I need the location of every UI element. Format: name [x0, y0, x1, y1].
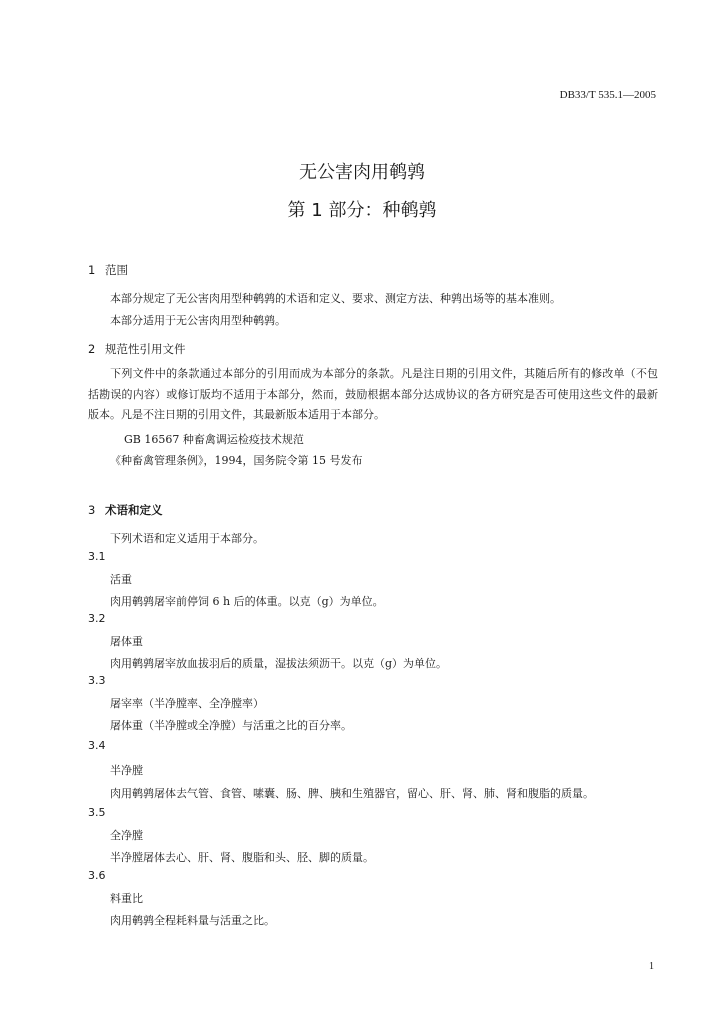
term-definition: 肉用鹌鹑屠体去气管、食管、嗉囊、肠、脾、胰和生殖器官，留心、肝、肾、肺、肾和腹脂的质量。 [110, 787, 594, 800]
term-number: 3.1 [88, 550, 106, 563]
section-number: 3 [88, 503, 96, 517]
paragraph: 本部分规定了无公害肉用型种鹌鹑的术语和定义、要求、测定方法、种鹑出场等的基本准则。 [110, 292, 561, 305]
section-number: 1 [88, 263, 96, 277]
section-title: 规范性引用文件 [105, 342, 186, 356]
term-number: 3.2 [88, 612, 106, 625]
document-subtitle: 第 1 部分：种鹌鹑 [287, 200, 437, 221]
term-name: 屠体重 [110, 635, 143, 648]
term-name: 屠宰率（半净膛率、全净膛率） [110, 697, 264, 710]
term-definition: 屠体重（半净膛或全净膛）与活重之比的百分率。 [110, 719, 352, 732]
term-definition: 半净膛屠体去心、肝、肾、腹脂和头、胫、脚的质量。 [110, 851, 374, 864]
page-number: 1 [649, 961, 654, 972]
section-heading-normative-references [88, 341, 186, 357]
term-name: 活重 [110, 573, 132, 586]
paragraph [88, 364, 658, 426]
paragraph: 本部分适用于无公害肉用型种鹌鹑。 [110, 314, 286, 327]
paragraph: 下列术语和定义适用于本部分。 [110, 532, 264, 545]
reference-item: GB 16567 种畜禽调运检疫技术规范 [124, 433, 304, 446]
section-heading-scope [88, 262, 128, 278]
term-number: 3.3 [88, 674, 106, 687]
section-title: 范围 [105, 263, 128, 277]
section-number: 2 [88, 342, 96, 356]
document-title: 无公害肉用鹌鹑 [299, 162, 425, 183]
term-name: 料重比 [110, 892, 143, 905]
term-number: 3.6 [88, 869, 106, 882]
term-definition: 肉用鹌鹑屠宰前停饲 6 h 后的体重。以克（g）为单位。 [110, 595, 384, 608]
paragraph-text: 下列文件中的条款通过本部分的引用而成为本部分的条款。凡是注日期的引用文件，其随后所有的修改单（不包括勘误的内容）或修订版均不适用于本部分，然而，鼓励根据本部分达成协议的各方研究是否可使用这些文件的最新版本。凡是不注日期的引用文件，其最新版本适用于本部分。 [88, 367, 658, 421]
standard-number: DB33/T 535.1—2005 [559, 89, 656, 101]
term-definition: 肉用鹌鹑全程耗料量与活重之比。 [110, 914, 275, 927]
section-title: 术语和定义 [105, 503, 163, 517]
section-heading-terms [88, 502, 163, 518]
reference-item: 《种畜禽管理条例》，1994，国务院令第 15 号发布 [110, 454, 363, 467]
term-number: 3.5 [88, 806, 106, 819]
term-name: 半净膛 [110, 764, 143, 777]
term-definition: 肉用鹌鹑屠宰放血拔羽后的质量，湿拔法须沥干。以克（g）为单位。 [110, 657, 448, 670]
term-number: 3.4 [88, 739, 106, 752]
term-name: 全净膛 [110, 829, 143, 842]
